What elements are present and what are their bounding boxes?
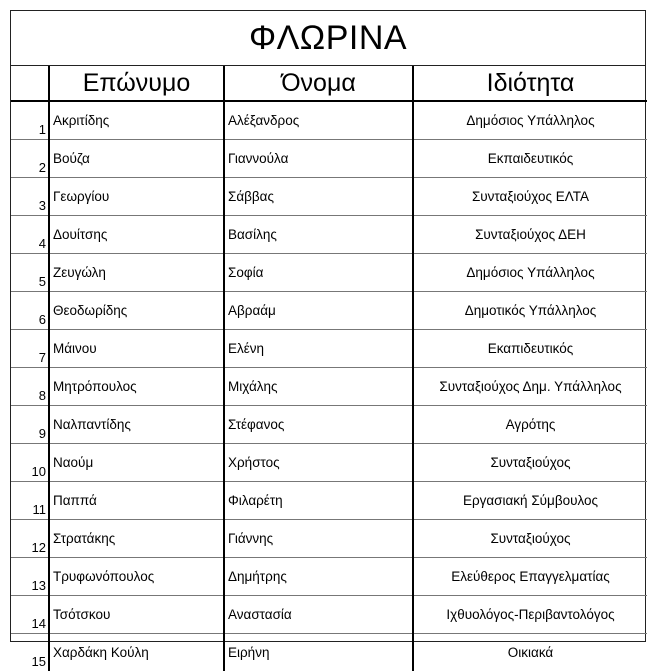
row-number: 2 bbox=[11, 140, 49, 178]
occupation-cell: Συνταξιούχος Δημ. Υπάλληλος bbox=[413, 368, 647, 406]
surname-cell: Δουίτσης bbox=[49, 216, 224, 254]
name-cell: Χρήστος bbox=[224, 444, 413, 482]
name-cell: Αβραάμ bbox=[224, 292, 413, 330]
row-number: 14 bbox=[11, 596, 49, 634]
surname-cell: Γεωργίου bbox=[49, 178, 224, 216]
occupation-cell: Συνταξιούχος ΔΕΗ bbox=[413, 216, 647, 254]
table-row bbox=[11, 634, 647, 671]
surname-cell: Μητρόπουλος bbox=[49, 368, 224, 406]
row-number: 6 bbox=[11, 292, 49, 330]
table-body bbox=[11, 101, 647, 671]
row-number: 12 bbox=[11, 520, 49, 558]
occupation-cell: Δημόσιος Υπάλληλος bbox=[413, 254, 647, 292]
table-row bbox=[11, 140, 647, 178]
occupation-cell: Εκαπιδευτικός bbox=[413, 330, 647, 368]
occupation-cell: Δημόσιος Υπάλληλος bbox=[413, 101, 647, 140]
surname-cell: Ναλπαντίδης bbox=[49, 406, 224, 444]
header-number bbox=[11, 66, 49, 101]
name-cell: Δημήτρης bbox=[224, 558, 413, 596]
table-row bbox=[11, 101, 647, 140]
surname-cell: Ναούμ bbox=[49, 444, 224, 482]
name-cell: Σάββας bbox=[224, 178, 413, 216]
candidates-sheet bbox=[10, 10, 646, 642]
row-number: 3 bbox=[11, 178, 49, 216]
name-cell: Βασίλης bbox=[224, 216, 413, 254]
surname-cell: Μάινου bbox=[49, 330, 224, 368]
occupation-cell: Εργασιακή Σύμβουλος bbox=[413, 482, 647, 520]
surname-cell: Τρυφωνόπουλος bbox=[49, 558, 224, 596]
name-cell: Ειρήνη bbox=[224, 634, 413, 671]
row-number: 1 bbox=[11, 101, 49, 140]
surname-cell: Ακριτίδης bbox=[49, 101, 224, 140]
table-row bbox=[11, 520, 647, 558]
header-name: Όνομα bbox=[224, 66, 413, 101]
name-cell: Στέφανος bbox=[224, 406, 413, 444]
surname-cell: Θεοδωρίδης bbox=[49, 292, 224, 330]
page-title: ΦΛΩΡΙΝΑ bbox=[11, 11, 645, 66]
table-row bbox=[11, 330, 647, 368]
surname-cell: Παππά bbox=[49, 482, 224, 520]
occupation-cell: Εκπαιδευτικός bbox=[413, 140, 647, 178]
row-number: 4 bbox=[11, 216, 49, 254]
row-number: 10 bbox=[11, 444, 49, 482]
name-cell: Σοφία bbox=[224, 254, 413, 292]
table-row bbox=[11, 178, 647, 216]
table-row bbox=[11, 216, 647, 254]
surname-cell: Βούζα bbox=[49, 140, 224, 178]
row-number: 8 bbox=[11, 368, 49, 406]
name-cell: Αναστασία bbox=[224, 596, 413, 634]
name-cell: Μιχάλης bbox=[224, 368, 413, 406]
surname-cell: Στρατάκης bbox=[49, 520, 224, 558]
header-occupation: Ιδιότητα bbox=[413, 66, 647, 101]
table-row bbox=[11, 558, 647, 596]
occupation-cell: Ελεύθερος Επαγγελματίας bbox=[413, 558, 647, 596]
name-cell: Γιαννούλα bbox=[224, 140, 413, 178]
occupation-cell: Συνταξιούχος bbox=[413, 520, 647, 558]
occupation-cell: Συνταξιούχος bbox=[413, 444, 647, 482]
surname-cell: Τσότσκου bbox=[49, 596, 224, 634]
table-row bbox=[11, 444, 647, 482]
table-row bbox=[11, 292, 647, 330]
name-cell: Ελένη bbox=[224, 330, 413, 368]
row-number: 7 bbox=[11, 330, 49, 368]
table-row bbox=[11, 596, 647, 634]
table-row bbox=[11, 406, 647, 444]
occupation-cell: Οικιακά bbox=[413, 634, 647, 671]
row-number: 11 bbox=[11, 482, 49, 520]
occupation-cell: Δημοτικός Υπάλληλος bbox=[413, 292, 647, 330]
name-cell: Φιλαρέτη bbox=[224, 482, 413, 520]
row-number: 9 bbox=[11, 406, 49, 444]
table-row bbox=[11, 254, 647, 292]
candidates-table bbox=[11, 66, 647, 671]
name-cell: Αλέξανδρος bbox=[224, 101, 413, 140]
table-row bbox=[11, 482, 647, 520]
surname-cell: Χαρδάκη Κούλη bbox=[49, 634, 224, 671]
name-cell: Γιάννης bbox=[224, 520, 413, 558]
occupation-cell: Αγρότης bbox=[413, 406, 647, 444]
row-number: 15 bbox=[11, 634, 49, 671]
table-row bbox=[11, 368, 647, 406]
header-row bbox=[11, 66, 647, 101]
occupation-cell: Συνταξιούχος ΕΛΤΑ bbox=[413, 178, 647, 216]
row-number: 13 bbox=[11, 558, 49, 596]
occupation-cell: Ιχθυολόγος-Περιβαντολόγος bbox=[413, 596, 647, 634]
row-number: 5 bbox=[11, 254, 49, 292]
surname-cell: Ζευγώλη bbox=[49, 254, 224, 292]
header-surname: Επώνυμο bbox=[49, 66, 224, 101]
